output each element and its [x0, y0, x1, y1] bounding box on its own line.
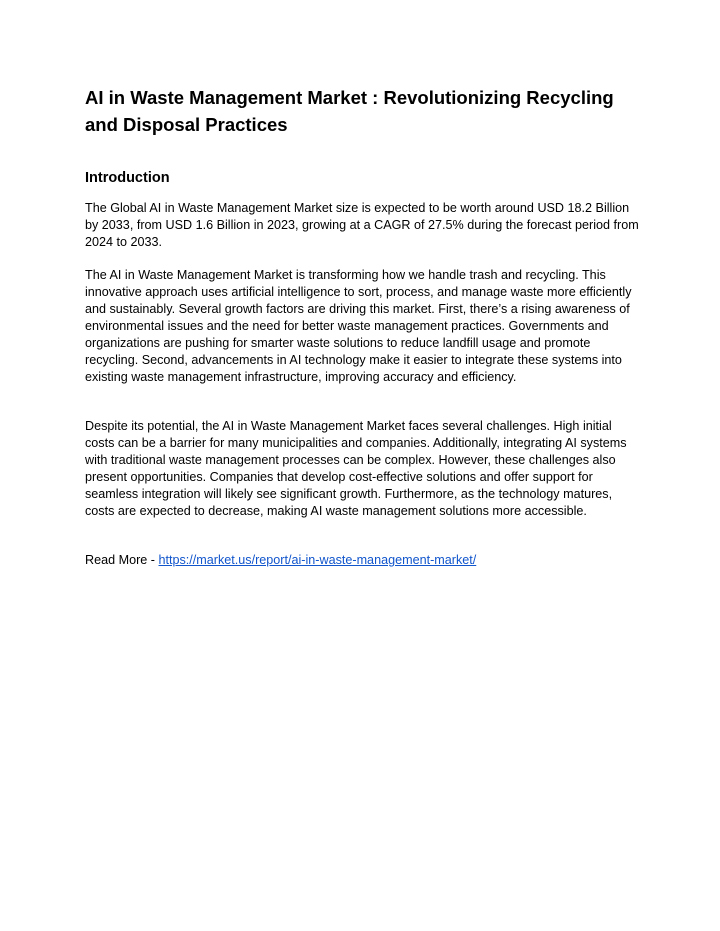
- paragraph-market-size: The Global AI in Waste Management Market size is expected to be worth around USD 18.2 Billion by 2033, from USD 1.6 Billion in 2023, growing at a CAGR of 27.5% during the forecast period from 2024 to 2033.: [85, 201, 639, 249]
- paragraph-challenges: Despite its potential, the AI in Waste Management Market faces several challenges. High initial costs can be a barrier for many municipalities and companies. Additionally, integrating AI systems with traditional waste management processes can be complex. However, these challenges also present opportunities. Companies that develop cost-effective solutions and offer support for seamless integration will likely see significant growth. Furthermore, as the technology matures, costs are expected to decrease, making AI waste management solutions more accessible.: [85, 419, 627, 518]
- document-page: [85, 84, 640, 567]
- document-title: AI in Waste Management Market : Revolutionizing Recycling and Disposal Practices: [85, 87, 614, 135]
- read-more-label: Read More -: [85, 553, 159, 567]
- read-more-link[interactable]: https://market.us/report/ai-in-waste-management-market/: [158, 553, 477, 567]
- section-heading-introduction: Introduction: [85, 170, 170, 186]
- read-more-line: [85, 552, 640, 569]
- paragraph-growth-factors: The AI in Waste Management Market is transforming how we handle trash and recycling. This innovative approach uses artificial intelligence to sort, process, and manage waste more efficiently and sustainably. Several growth factors are driving this market. First, there’s a rising awareness of environmental issues and the need for better waste management practices. Governments and organizations are pushing for smarter waste solutions to reduce landfill usage and promote recycling. Second, advancements in AI technology make it easier to integrate these systems into existing waste management infrastructure, improving accuracy and efficiency.: [85, 268, 632, 384]
